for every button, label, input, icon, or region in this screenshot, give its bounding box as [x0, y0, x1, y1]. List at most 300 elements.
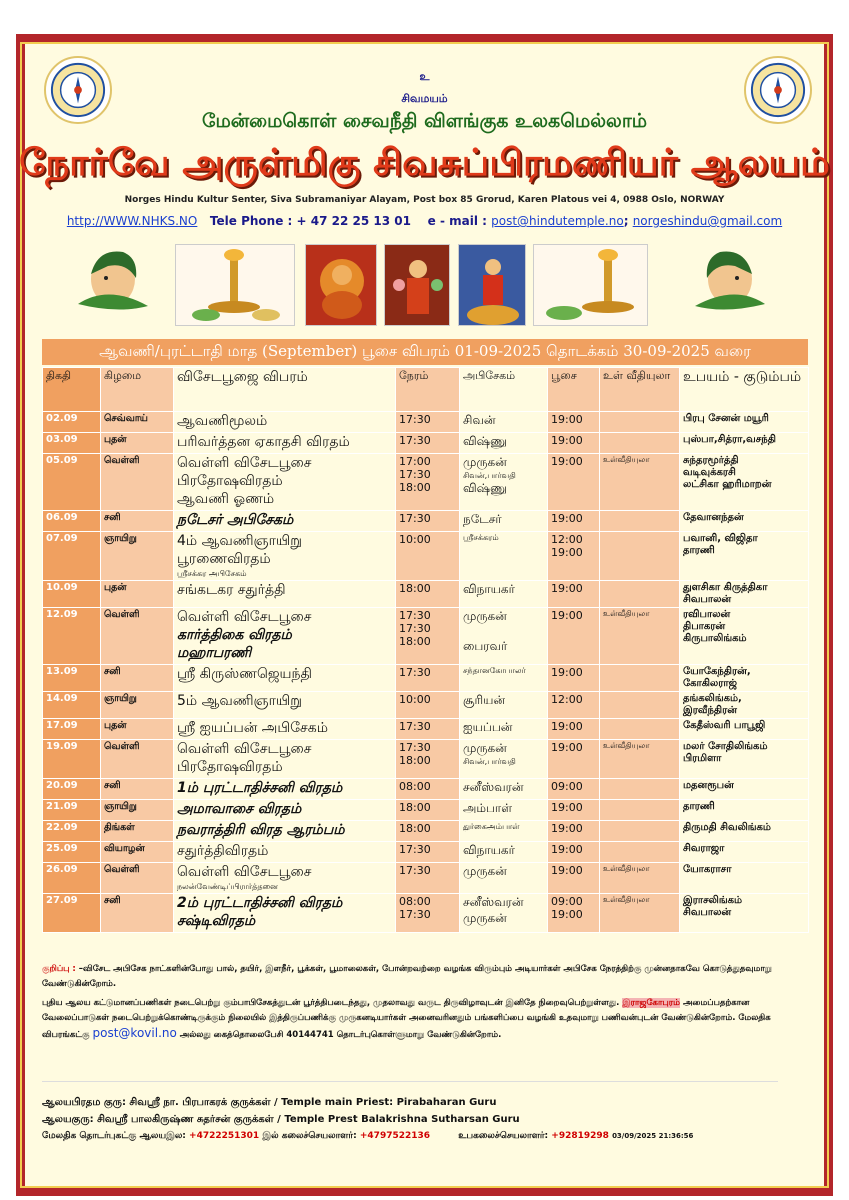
date-cell: 13.09 [43, 665, 101, 692]
veedi-cell [600, 532, 680, 581]
event-line: 1ம் புரட்டாதிச்சனி விரதம் [177, 780, 343, 796]
puja-cell [548, 532, 600, 581]
puja-cell [548, 665, 600, 692]
date-cell: 10.09 [43, 581, 101, 608]
puja-cell [548, 608, 600, 665]
puja-line: 19:00 [551, 582, 583, 595]
veedi-cell: உள்வீதியுலா [600, 740, 680, 779]
upayam-line: திருமதி சிவலிங்கம் [683, 822, 771, 833]
upayam-cell [680, 581, 809, 608]
event-cell [174, 821, 396, 842]
upayam-line: இரவீந்திரன் [683, 705, 737, 716]
timestamp: 03/09/2025 21:36:56 [612, 1132, 694, 1140]
time-line: 18:00 [399, 754, 431, 767]
veedi-cell [600, 821, 680, 842]
abishekam-cell [460, 511, 548, 532]
puja-line: 19:00 [551, 609, 583, 622]
day-cell: வெள்ளி [101, 863, 174, 894]
time-line: 18:00 [399, 822, 431, 835]
time-line: 18:00 [399, 481, 431, 494]
veedi-cell: உள்வீதியுலா [600, 894, 680, 933]
page-title: நோர்வே அருள்மிகு சிவசுப்பிரமணியர் ஆலயம் [19, 140, 830, 184]
upayam-line: சுந்தரமூர்த்தி [683, 455, 739, 466]
date-cell: 06.09 [43, 511, 101, 532]
date-cell: 12.09 [43, 608, 101, 665]
puja-line: 19:00 [551, 666, 583, 679]
appeal-paragraph [42, 996, 808, 1043]
table-row [43, 433, 809, 454]
upayam-cell [680, 719, 809, 740]
upayam-cell [680, 532, 809, 581]
abi-line: முருகன் [463, 741, 507, 755]
puja-cell [548, 454, 600, 511]
table-row [43, 863, 809, 894]
abishekam-cell [460, 454, 548, 511]
day-cell: புதன் [101, 581, 174, 608]
puja-cell [548, 779, 600, 800]
puja-cell [548, 511, 600, 532]
footer-contact-label: மேலதிக தொடர்புகட்கு ஆலயஇல: [42, 1131, 186, 1141]
col-header-upayam: உபயம் - குடும்பம் [680, 368, 809, 412]
event-cell [174, 842, 396, 863]
durga-image [458, 244, 526, 326]
time-line: 10:00 [399, 693, 431, 706]
upayam-line: திபாகரன் [683, 621, 726, 632]
time-cell [396, 608, 460, 665]
upayam-cell [680, 665, 809, 692]
contact-line: http://WWW.NHKS.NO Tele Phone : + 47 22 25 13 01 e - mail : post@hindutemple.no; norgeshindu@gmail.com [66, 214, 783, 228]
event-line: ஸ்ரீ ஐயப்பன் அபிசேகம் [177, 720, 329, 736]
date-cell: 27.09 [43, 894, 101, 933]
abi-line: சனீஸ்வரன் [463, 780, 524, 794]
time-line: 17:30 [399, 908, 431, 921]
table-row [43, 779, 809, 800]
abi-line: பைரவர் [463, 639, 508, 653]
date-cell: 02.09 [43, 412, 101, 433]
upayam-cell [680, 894, 809, 933]
abishekam-cell [460, 433, 548, 454]
lamp-image-right [533, 244, 648, 326]
upayam-line: சிவராஜா [683, 843, 725, 854]
event-cell [174, 863, 396, 894]
day-cell: ஞாயிறு [101, 692, 174, 719]
event-line: நவராத்திரி விரத ஆரம்பம் [177, 822, 345, 838]
table-row [43, 412, 809, 433]
upayam-cell [680, 842, 809, 863]
upayam-line: மதனரூபன் [683, 780, 734, 791]
col-header-event: விசேடபூஜை விபரம் [174, 368, 396, 412]
veedi-cell: உள்வீதியுலா [600, 454, 680, 511]
puja-line: 19:00 [551, 546, 583, 559]
event-cell [174, 894, 396, 933]
saivam-label: சிவமயம் [401, 92, 448, 105]
time-cell [396, 821, 460, 842]
time-cell [396, 863, 460, 894]
event-line: பரிவர்த்தன ஏகாதசி விரதம் [177, 434, 350, 450]
abishekam-cell [460, 532, 548, 581]
col-header-day: கிழமை [101, 368, 174, 412]
puja-line: 09:00 [551, 780, 583, 793]
ganesha-image [305, 244, 377, 326]
day-cell: புதன் [101, 719, 174, 740]
event-line: பிரதோஷவிரதம் [177, 473, 283, 489]
upayam-cell [680, 800, 809, 821]
table-row [43, 719, 809, 740]
time-line: 10:00 [399, 533, 431, 546]
upayam-line: கோகிலராஜ் [683, 678, 737, 689]
day-cell: வியாழன் [101, 842, 174, 863]
day-cell: செவ்வாய் [101, 412, 174, 433]
abi-line: முருகன் [463, 609, 507, 623]
event-line: ஆவணிமூலம் [177, 413, 268, 429]
upayam-line: யோகராசா [683, 864, 732, 875]
abi-line: விஷ்ணு [463, 434, 507, 448]
abishekam-cell [460, 821, 548, 842]
woman-face-left-icon [68, 244, 158, 324]
event-cell [174, 433, 396, 454]
abishekam-cell [460, 894, 548, 933]
abishekam-cell [460, 719, 548, 740]
abishekam-cell [460, 842, 548, 863]
murugan-image [384, 244, 450, 326]
email-label: e - mail : [427, 214, 487, 228]
day-cell: சனி [101, 511, 174, 532]
veedi-cell [600, 719, 680, 740]
date-cell: 25.09 [43, 842, 101, 863]
time-cell [396, 894, 460, 933]
time-cell [396, 740, 460, 779]
upayam-line: துளசிகா கிருத்திகா [683, 582, 768, 593]
puja-line: 19:00 [551, 455, 583, 468]
table-row [43, 821, 809, 842]
puja-line: 19:00 [551, 801, 583, 814]
date-cell: 21.09 [43, 800, 101, 821]
upayam-line: பிரபு சேனன் மயூரி [683, 413, 769, 424]
upayam-line: யோகேந்திரன், [683, 666, 751, 677]
puja-line: 19:00 [551, 864, 583, 877]
abi-line: சிவன்,பார்வதி [463, 471, 516, 480]
col-header-puja: பூசை [548, 368, 600, 412]
table-row [43, 894, 809, 933]
veedi-cell [600, 842, 680, 863]
time-line: 17:30 [399, 468, 431, 481]
time-line: 18:00 [399, 582, 431, 595]
time-cell [396, 433, 460, 454]
upayam-cell [680, 433, 809, 454]
time-line: 17:30 [399, 720, 431, 733]
upayam-line: சிவபாலன் [683, 907, 732, 918]
table-row [43, 454, 809, 511]
col-header-veedi: உள் வீதியுலா [600, 368, 680, 412]
upayam-line: பிரமிளா [683, 753, 722, 764]
abi-line: ஸ்ரீசக்கரம் [463, 533, 499, 542]
event-cell [174, 454, 396, 511]
veedi-cell [600, 692, 680, 719]
upayam-line: தங்கலிங்கம், [683, 693, 742, 704]
schedule-table [42, 367, 809, 933]
puja-cell [548, 894, 600, 933]
event-line: வெள்ளி விசேடபூசை [177, 741, 312, 757]
puja-cell [548, 800, 600, 821]
puja-cell [548, 692, 600, 719]
event-cell [174, 511, 396, 532]
time-line: 17:30 [399, 843, 431, 856]
event-line: 5ம் ஆவணிஞாயிறு [177, 693, 302, 709]
day-cell: திங்கள் [101, 821, 174, 842]
puja-line: 09:00 [551, 895, 583, 908]
col-header-time: நேரம் [396, 368, 460, 412]
puja-line: 19:00 [551, 908, 583, 921]
date-cell: 14.09 [43, 692, 101, 719]
puja-cell [548, 412, 600, 433]
woman-face-right-icon [685, 244, 775, 324]
puja-line: 19:00 [551, 413, 583, 426]
upayam-line: இராசலிங்கம் [683, 895, 743, 906]
abi-line: முருகன் [463, 864, 507, 878]
abishekam-cell [460, 412, 548, 433]
veedi-cell [600, 779, 680, 800]
event-cell [174, 665, 396, 692]
upayam-line: தாரணி [683, 545, 715, 556]
veedi-cell [600, 412, 680, 433]
time-cell [396, 842, 460, 863]
event-cell [174, 532, 396, 581]
time-line: 18:00 [399, 801, 431, 814]
event-note: ஸ்ரீசக்கர அபிசேகம் [177, 569, 247, 578]
tagline: மேன்மைகொள் சைவநீதி விளங்குக உலகமெல்லாம் [201, 110, 648, 132]
table-header-row [43, 368, 809, 412]
temple-phone: +4722251301 [189, 1131, 260, 1141]
kovil-email-link[interactable]: post@kovil.no [92, 1026, 177, 1040]
time-line: 17:30 [399, 609, 431, 622]
event-line: 2ம் புரட்டாதிச்சனி விரதம் [177, 895, 343, 911]
upayam-cell [680, 821, 809, 842]
email-link-2[interactable]: norgeshindu@gmail.com [632, 214, 783, 228]
abi-line: ஐயப்பன் [463, 720, 513, 734]
upayam-line: புஸ்பா,சித்ரா,வசந்தி [683, 434, 776, 445]
veedi-cell [600, 511, 680, 532]
upayam-line: தாரணி [683, 801, 715, 812]
event-line: சதுர்த்திவிரதம் [177, 843, 269, 859]
event-line: ஸ்ரீ கிருஸ்ணஜெயந்தி [177, 666, 312, 682]
abishekam-cell [460, 863, 548, 894]
note-text: –விசேட அபிசேக நாட்களின்போது பால், தயிர், இளநீர், பூக்கள், பூமாலைகள், போன்றவற்றை வழங்க விரும்பும் அடியார்கள் அபிசேக நேரத்திற்கு முன்னதாகவே கொடுத்துதவுமாறு வேண்டுகின்றோம். [42, 964, 772, 989]
time-cell [396, 454, 460, 511]
puja-cell [548, 581, 600, 608]
upayam-cell [680, 863, 809, 894]
upayam-line: மலர் சோதிலிங்கம் [683, 741, 768, 752]
day-cell: வெள்ளி [101, 740, 174, 779]
time-line: 17:30 [399, 622, 431, 635]
secretary-phone: +4797522136 [359, 1131, 431, 1141]
date-cell: 20.09 [43, 779, 101, 800]
abi-line: சிவன் [463, 413, 496, 427]
table-row [43, 608, 809, 665]
day-cell: சனி [101, 665, 174, 692]
date-cell: 05.09 [43, 454, 101, 511]
upayam-cell [680, 779, 809, 800]
abishekam-cell [460, 779, 548, 800]
puja-cell [548, 740, 600, 779]
puja-line: 12:00 [551, 533, 583, 546]
table-row [43, 581, 809, 608]
event-line: பூரணைவிரதம் [177, 551, 271, 567]
upayam-cell [680, 454, 809, 511]
upayam-line: சிவபாலன் [683, 594, 732, 605]
event-cell [174, 800, 396, 821]
day-cell: வெள்ளி [101, 608, 174, 665]
veedi-cell [600, 581, 680, 608]
upayam-cell [680, 511, 809, 532]
abishekam-cell [460, 800, 548, 821]
abi-line: சந்தானகோபாலர் [463, 666, 526, 675]
date-cell: 22.09 [43, 821, 101, 842]
divider [42, 1081, 778, 1082]
uu-symbol: உ [419, 70, 430, 83]
puja-line: 19:00 [551, 741, 583, 754]
abi-line: சூரியன் [463, 693, 506, 707]
puja-line: 19:00 [551, 822, 583, 835]
event-line: மஹாபரணி [177, 645, 252, 661]
puja-cell [548, 863, 600, 894]
upayam-line: பவானி, விஜிதா [683, 533, 758, 544]
event-cell [174, 692, 396, 719]
appeal-text-a: புதிய ஆலய கட்டுமானப்பணிகள் நடைபெற்று கும்பாபிசேகத்துடன் பூர்த்திபடைந்தது, முதலாவது வருட திருவிழாவுடன் இனிதே நிறைவுபெற்றுள்ளது. [42, 998, 620, 1008]
event-line: அமாவாசை விரதம் [177, 801, 302, 817]
footer-contacts [42, 1131, 808, 1142]
abi-line: சிவன்,பார்வதி [463, 757, 516, 766]
day-cell: ஞாயிறு [101, 800, 174, 821]
time-line: 17:30 [399, 434, 431, 447]
abi-line [463, 625, 544, 639]
event-line: 4ம் ஆவணிஞாயிறு [177, 533, 302, 549]
email-link-1[interactable]: post@hindutemple.no [491, 214, 624, 228]
address: Norges Hindu Kultur Senter, Siva Subramaniyar Alayam, Post box 85 Grorud, Karen Platous vei 4, 0988 Oslo, NORWAY [124, 195, 725, 205]
table-row [43, 532, 809, 581]
footer-contact-label-2: இல் கலைச்செயலாளர்: [262, 1131, 357, 1141]
lamp-image-left [175, 244, 295, 326]
appeal-text-c: அல்லது கைத்தொலைபேசி 40144741 தொடர்புகொள்ளுமாறு வேண்டுகின்றோம். [179, 1030, 502, 1040]
upayam-line: கேதீஸ்வரி பாபூஜி [683, 720, 766, 731]
abi-line: நடேசர் [463, 512, 502, 526]
puja-cell [548, 433, 600, 454]
puja-cell [548, 821, 600, 842]
table-row [43, 692, 809, 719]
event-note: நலன்வேண்டிப்பிரார்த்தனை [177, 882, 278, 891]
upayam-cell [680, 608, 809, 665]
time-cell [396, 692, 460, 719]
puja-line: 19:00 [551, 512, 583, 525]
abi-line: துர்கைஅம்பாள் [463, 822, 520, 831]
table-row [43, 740, 809, 779]
day-cell: புதன் [101, 433, 174, 454]
main-priest-line: ஆலயபிரதம குரு: சிவஸ்ரீ நா. பிரபாகரக் குருக்கள் / Temple main Priest: Pirabaharan Guru [42, 1097, 497, 1108]
table-row [43, 511, 809, 532]
event-cell [174, 719, 396, 740]
time-cell [396, 800, 460, 821]
upayam-line: லட்சிகா ஹரிமாறன் [683, 479, 772, 490]
upayam-cell [680, 692, 809, 719]
time-cell [396, 581, 460, 608]
abi-line: விநாயகர் [463, 843, 515, 857]
event-line: வெள்ளி விசேடபூசை [177, 864, 312, 880]
event-line: வெள்ளி விசேடபூசை [177, 455, 312, 471]
table-row [43, 800, 809, 821]
date-cell: 26.09 [43, 863, 101, 894]
abishekam-cell [460, 665, 548, 692]
phone-label: Tele Phone : + 47 22 25 13 01 [209, 214, 411, 228]
month-title-bar: ஆவணி/புரட்டாதி மாத (September) பூசை விபரம் 01-09-2025 தொடக்கம் 30-09-2025 வரை [42, 339, 808, 365]
col-header-date: திகதி [43, 368, 101, 412]
note-label: குறிப்பு : [42, 964, 76, 974]
event-line: பிரதோஷவிரதம் [177, 759, 283, 775]
time-line: 17:30 [399, 864, 431, 877]
date-cell: 19.09 [43, 740, 101, 779]
abi-line: விஷ்ணு [463, 481, 507, 495]
time-line: 08:00 [399, 780, 431, 793]
time-cell [396, 412, 460, 433]
time-line: 17:30 [399, 413, 431, 426]
abishekam-cell [460, 608, 548, 665]
day-cell: ஞாயிறு [101, 532, 174, 581]
upayam-line: கிருபாலிங்கம் [683, 633, 747, 644]
table-row [43, 842, 809, 863]
abishekam-cell [460, 581, 548, 608]
puja-line: 12:00 [551, 693, 583, 706]
footer-contact-label-3: உபகலைச்செயலாளர்: [458, 1131, 549, 1141]
event-cell [174, 779, 396, 800]
time-cell [396, 665, 460, 692]
time-line: 17:30 [399, 741, 431, 754]
day-cell: சனி [101, 894, 174, 933]
event-line: சஷ்டிவிரதம் [177, 913, 256, 929]
date-cell: 17.09 [43, 719, 101, 740]
col-header-abishekam: அபிசேகம் [460, 368, 548, 412]
day-cell: வெள்ளி [101, 454, 174, 511]
day-cell: சனி [101, 779, 174, 800]
abi-line: முருகன் [463, 455, 507, 469]
website-link[interactable]: http://WWW.NHKS.NO [66, 214, 198, 228]
abi-line: அம்பாள் [463, 801, 513, 815]
date-cell: 07.09 [43, 532, 101, 581]
time-line: 17:30 [399, 666, 431, 679]
event-cell [174, 740, 396, 779]
abi-line: விநாயகர் [463, 582, 515, 596]
upayam-line: வடிவுக்கரசி [683, 467, 736, 478]
puja-line: 19:00 [551, 720, 583, 733]
time-cell [396, 779, 460, 800]
puja-cell [548, 719, 600, 740]
time-line: 18:00 [399, 635, 431, 648]
table-row [43, 665, 809, 692]
puja-line: 19:00 [551, 843, 583, 856]
upayam-line: தேவானந்தன் [683, 512, 744, 523]
appeal-text-b: அமைப்பதற்கான வேலைப்பாடுகள் நடைபெற்றுக்கொண்டிருக்கும் நிலையில் இத்திருப்பணிக்கு முருகனடியார்கள் அனைவரினதும் பங்களிப்பை வழங்கி உதவுமாறு பணிவன்புடன் வேண்டுகின்றோம். மேலதிக விபரங்கட்கு [42, 998, 771, 1040]
abi-line: சனீஸ்வரன் [463, 895, 524, 909]
second-priest-line: ஆலயகுரு: சிவஸ்ரீ பாலகிருஷ்ண சுதர்சன் குருக்கள் / Temple Prest Balakrishna Sutharsan Guru [42, 1114, 520, 1125]
time-line: 17:00 [399, 455, 431, 468]
event-line: ஆவணி ஓணம் [177, 491, 275, 507]
upayam-cell [680, 412, 809, 433]
date-cell: 03.09 [43, 433, 101, 454]
time-line: 17:30 [399, 512, 431, 525]
event-cell [174, 412, 396, 433]
time-line: 08:00 [399, 895, 431, 908]
abishekam-cell [460, 692, 548, 719]
event-cell [174, 581, 396, 608]
time-cell [396, 511, 460, 532]
puja-cell [548, 842, 600, 863]
